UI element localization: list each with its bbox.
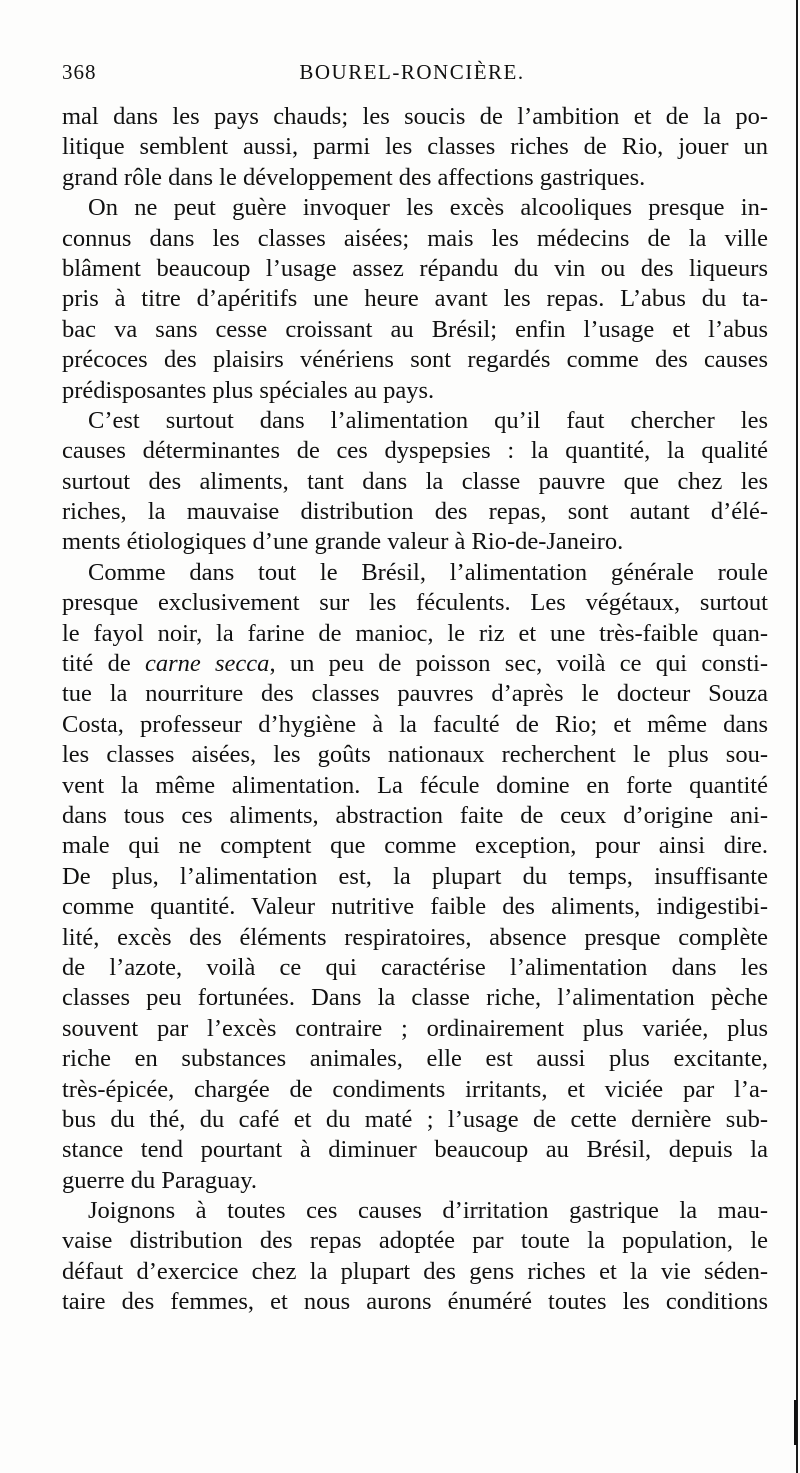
text-line: comme quantité. Valeur nutritive faible des aliments, indigestibi- — [62, 893, 768, 921]
text-line: très-épicée, chargée de condiments irritants, et viciée par l’a- — [62, 1075, 768, 1103]
text-line: male qui ne comptent que comme exception, pour ainsi dire. — [62, 832, 768, 860]
text-line: litique semblent aussi, parmi les classes riches de Rio, jouer un — [62, 133, 768, 161]
text-line: le fayol noir, la farine de manioc, le riz et une très-faible quan- — [62, 619, 768, 647]
text-line: Comme dans tout le Brésil, l’alimentation générale roule — [88, 558, 768, 586]
text-line: souvent par l’excès contraire ; ordinairement plus variée, plus — [62, 1014, 768, 1042]
text-line: pris à titre d’apéritifs une heure avant les repas. L’abus du ta- — [62, 285, 768, 313]
text-line: les classes aisées, les goûts nationaux recherchent le plus sou- — [62, 741, 768, 769]
text-line: On ne peut guère invoquer les excès alcooliques presque in- — [88, 194, 768, 222]
text-line: presque exclusivement sur les féculents. Les végétaux, surtout — [62, 589, 768, 617]
text-line: Joignons à toutes ces causes d’irritation gastrique la mau- — [88, 1197, 768, 1225]
page-edge-rule — [796, 0, 798, 1473]
running-head: BOUREL-RONCIÈRE. — [299, 60, 525, 84]
text-line: stance tend pourtant à diminuer beaucoup au Brésil, depuis la — [62, 1136, 768, 1164]
text-line: classes peu fortunées. Dans la classe riche, l’alimentation pèche — [62, 984, 768, 1012]
text-line: mal dans les pays chauds; les soucis de l’ambition et de la po- — [62, 103, 768, 130]
text-line: Costa, professeur d’hygiène à la faculté de Rio; et même dans — [62, 710, 768, 738]
text-line: tue la nourriture des classes pauvres d’après le docteur Souza — [62, 680, 768, 708]
text-line: riches, la mauvaise distribution des repas, sont autant d’élé- — [62, 498, 768, 526]
text-line: vent la même alimentation. La fécule domine en forte quantité — [62, 771, 768, 799]
body-text — [62, 102, 768, 1318]
italic-term: carne secca — [144, 650, 270, 678]
page-edge-mark — [794, 1400, 797, 1445]
text-line: connus dans les classes aisées; mais les médecins de la ville — [62, 224, 768, 252]
text-line: vaise distribution des repas adoptée par toute la population, le — [62, 1227, 768, 1255]
text-line: de l’azote, voilà ce qui caractérise l’alimentation dans les — [62, 953, 768, 981]
text-line: prédisposantes plus spéciales au pays. — [62, 376, 435, 404]
text-line: bus du thé, du café et du maté ; l’usage de cette dernière sub- — [62, 1105, 768, 1133]
page-number: 368 — [62, 60, 97, 84]
text-line: blâment beaucoup l’usage assez répandu du vin ou des liqueurs — [62, 254, 768, 282]
text-line: dans tous ces aliments, abstraction faite de ceux d’origine ani- — [62, 801, 768, 829]
text-line: surtout des aliments, tant dans la classe pauvre que chez les — [62, 467, 768, 495]
text-line: défaut d’exercice chez la plupart des gens riches et la vie séden- — [62, 1257, 768, 1285]
text-line: taire des femmes, et nous aurons énuméré toutes les conditions — [62, 1288, 768, 1316]
text-line: riche en substances animales, elle est aussi plus excitante, — [62, 1045, 768, 1073]
text-line: causes déterminantes de ces dyspepsies : la quantité, la qualité — [62, 437, 768, 465]
text-line: précoces des plaisirs vénériens sont regardés comme des causes — [62, 346, 768, 374]
text-line: bac va sans cesse croissant au Brésil; enfin l’usage et l’abus — [62, 315, 768, 343]
text-line: De plus, l’alimentation est, la plupart du temps, insuffisante — [62, 862, 768, 890]
text-line: guerre du Paraguay. — [62, 1166, 258, 1194]
text-line: lité, excès des éléments respiratoires, absence presque complète — [62, 923, 768, 951]
text-line: tité de carne secca, un peu de poisson sec, voilà ce qui consti- — [62, 650, 768, 678]
text-line: grand rôle dans le développement des affections gastriques. — [62, 163, 646, 191]
page-header — [62, 60, 762, 94]
text-line: C’est surtout dans l’alimentation qu’il faut chercher les — [88, 406, 768, 434]
text-line: ments étiologiques d’une grande valeur à Rio-de-Janeiro. — [62, 528, 624, 556]
